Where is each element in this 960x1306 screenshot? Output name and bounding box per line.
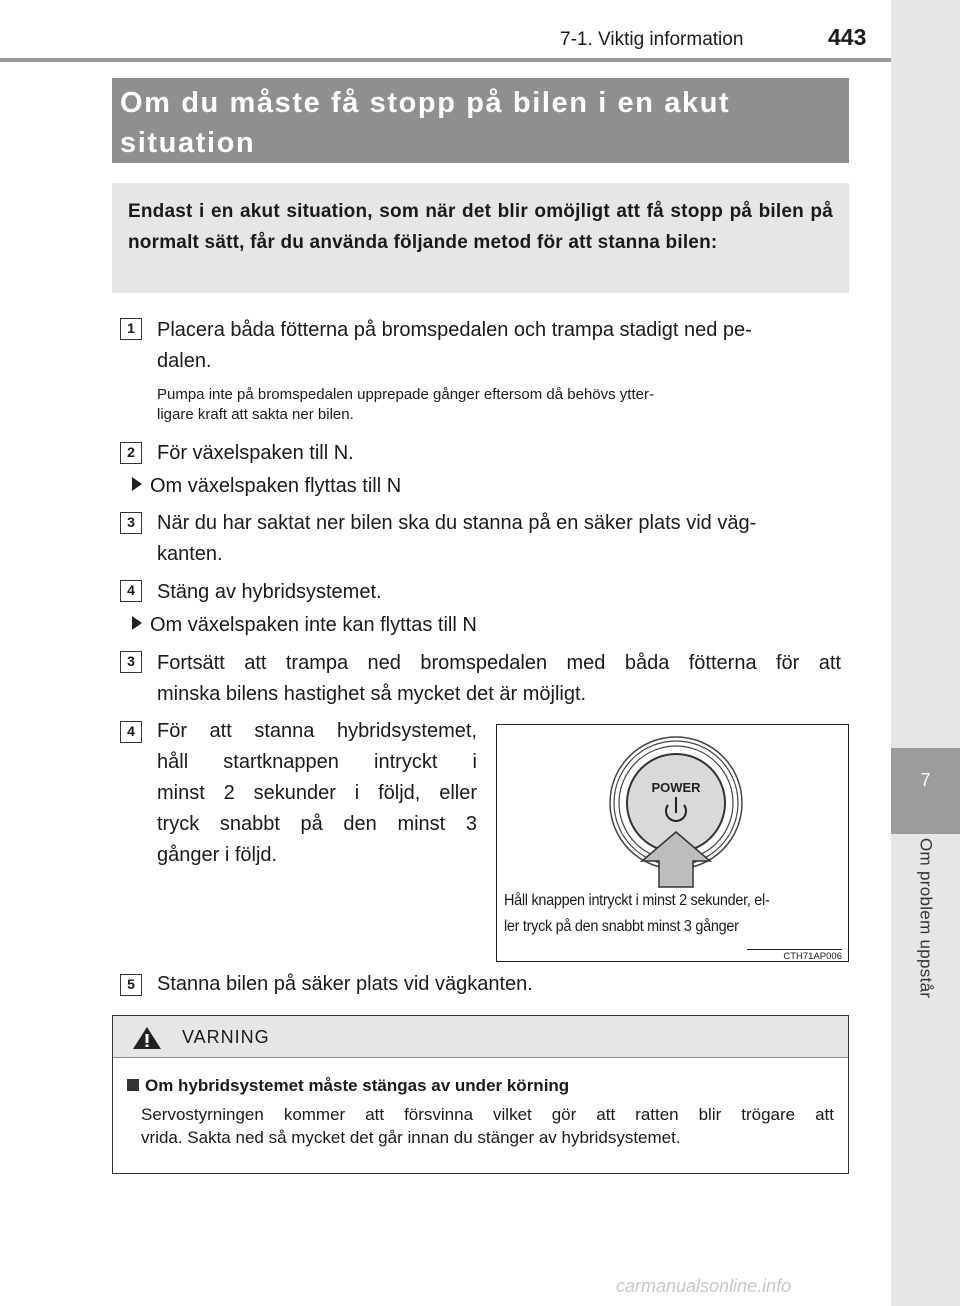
condition-text: Om växelspaken flyttas till N <box>150 475 402 497</box>
caption-line: Håll knappen intryckt i minst 2 sekunder, el- <box>504 892 770 909</box>
chapter-index-strip <box>891 0 960 1306</box>
step-text: Stanna bilen på säker plats vid vägkanten. <box>157 973 533 995</box>
condition-heading <box>130 471 401 502</box>
step-badge: 3 <box>120 512 142 534</box>
triangle-arrow-icon <box>132 616 142 630</box>
step-line: Placera båda fötterna på bromspedalen och trampa stadigt ned pe- <box>157 319 752 341</box>
warning-body <box>141 1103 834 1149</box>
step-note <box>157 385 841 425</box>
chapter-title-vertical <box>891 838 960 1038</box>
condition-text: Om växelspaken inte kan flyttas till N <box>150 614 477 636</box>
warning-line: Servostyrningen kommer att försvinna vilket gör att ratten blir trögare att <box>141 1105 834 1124</box>
warning-label: VARNING <box>182 1027 270 1047</box>
triangle-arrow-icon <box>132 477 142 491</box>
square-bullet-icon <box>127 1079 139 1091</box>
step-badge: 4 <box>120 580 142 602</box>
button-label: POWER <box>651 780 701 795</box>
step-text <box>157 716 477 871</box>
step-badge: 5 <box>120 974 142 996</box>
step-text <box>157 648 841 710</box>
chapter-number: 7 <box>920 770 931 790</box>
section-title-band <box>112 78 849 163</box>
page-number: 443 <box>828 24 867 50</box>
section-reference: 7-1. Viktig information <box>560 29 744 50</box>
step-line: När du har saktat ner bilen ska du stanna på en säker plats vid väg- <box>157 512 757 534</box>
note-line: ligare kraft att sakta ner bilen. <box>157 406 354 423</box>
step-line: minst 2 sekunder i följd, eller <box>157 782 477 804</box>
intro-box <box>112 183 849 293</box>
caption-line: ler tryck på den snabbt minst 3 gånger <box>504 918 739 935</box>
step-line: kanten. <box>157 543 223 565</box>
step-line: håll startknappen intryckt i <box>157 751 477 773</box>
chapter-title: Om problem uppstår <box>916 838 936 999</box>
condition-heading <box>130 610 477 641</box>
step-text: För växelspaken till N. <box>157 442 354 464</box>
warning-line: vrida. Sakta ned så mycket det går innan du stänger av hybridsystemet. <box>141 1128 681 1147</box>
step-line: dalen. <box>157 350 212 372</box>
note-line: Pumpa inte på bromspedalen upprepade gånger eftersom då behövs ytter- <box>157 386 654 403</box>
step-line: minska bilens hastighet så mycket det är möjligt. <box>157 683 587 705</box>
step-badge: 4 <box>120 721 142 743</box>
figure-caption <box>504 888 825 940</box>
watermark: carmanualsonline.info <box>616 1276 792 1296</box>
warning-item-text: Om hybridsystemet måste stängas av under körning <box>145 1076 570 1095</box>
step-text <box>157 315 841 377</box>
step-line: Fortsätt att trampa ned bromspedalen med båda fötterna för att <box>157 652 841 674</box>
power-button-illustration <box>496 724 849 962</box>
step-text: Stäng av hybridsystemet. <box>157 581 382 603</box>
step-badge: 1 <box>120 318 142 340</box>
figure-code: CTH71AP006 <box>747 949 842 962</box>
title-line-1: Om du måste få stopp på bilen i en akut <box>120 87 731 119</box>
warning-item-title <box>127 1076 569 1096</box>
warning-header <box>113 1016 848 1058</box>
step-line: tryck snabbt på den minst 3 <box>157 813 477 835</box>
warning-box <box>112 1015 849 1174</box>
warning-triangle-icon <box>132 1026 162 1050</box>
step-line: För att stanna hybridsystemet, <box>157 720 477 742</box>
step-text <box>157 508 841 570</box>
header-rule <box>0 58 891 62</box>
section-title <box>120 83 841 163</box>
step-badge: 3 <box>120 651 142 673</box>
step-badge: 2 <box>120 442 142 464</box>
step-line: gånger i följd. <box>157 844 278 866</box>
intro-text: Endast i en akut situation, som när det blir omöjligt att få stopp på bilen på normalt sätt, får du använda följande metod för att stanna bilen: <box>128 201 833 253</box>
title-line-2: situation <box>120 127 256 159</box>
chapter-tab[interactable] <box>891 748 960 834</box>
